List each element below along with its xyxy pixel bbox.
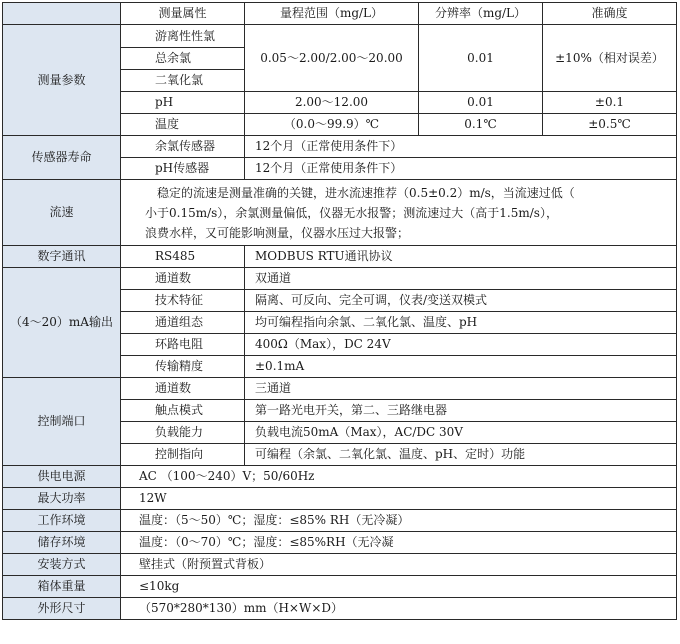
storage-env-value: 温度：（0～70）℃；湿度：≤85%RH（无冷凝 <box>121 532 677 554</box>
sensor-life-value: 12个月（正常使用条件下） <box>245 136 677 158</box>
category-storage-env: 储存环境 <box>3 532 121 554</box>
flow-description <box>121 180 677 246</box>
control-value: 三通道 <box>245 378 677 400</box>
ph-range: 2.00～12.00 <box>245 92 419 114</box>
analog-value: 均可编程指向余氯、二氧化氯、温度、pH <box>245 312 677 334</box>
flow-line: 稳定的流速是测量准确的关键，进水流速推荐（0.5±0.2）m/s，当流速过低（ <box>157 185 575 200</box>
category-work-env: 工作环境 <box>3 510 121 532</box>
category-power-supply: 供电电源 <box>3 466 121 488</box>
analog-name: 传输精度 <box>121 356 245 378</box>
flow-line: 浪费水样，又可能影响测量，仪器水压过大报警； <box>145 225 410 240</box>
table-row <box>3 378 677 400</box>
table-row <box>3 136 677 158</box>
ph-resolution: 0.01 <box>419 92 543 114</box>
header-blank <box>3 3 121 25</box>
chlorine-accuracy: ±10%（相对误差） <box>543 25 677 92</box>
category-weight: 箱体重量 <box>3 576 121 598</box>
control-value: 负载电流50mA（Max），AC/DC 30V <box>245 422 677 444</box>
max-power-value: 12W <box>121 488 677 510</box>
table-row <box>3 576 677 598</box>
category-sensor-life: 传感器寿命 <box>3 136 121 180</box>
spec-table <box>2 2 677 620</box>
category-max-power: 最大功率 <box>3 488 121 510</box>
control-name: 触点模式 <box>121 400 245 422</box>
flow-line: 小于0.15m/s），余氯测量偏低，仪器无水报警；测流速过大（高于1.5m/s）， <box>145 205 558 220</box>
header-accuracy: 准确度 <box>543 3 677 25</box>
analog-name: 通道组态 <box>121 312 245 334</box>
table-row <box>3 510 677 532</box>
dimensions-value: （570*280*130）mm（H×W×D） <box>121 598 677 620</box>
analog-name: 环路电阻 <box>121 334 245 356</box>
item-chlorine-dioxide: 二氧化氯 <box>121 70 245 92</box>
table-row <box>3 488 677 510</box>
comm-name: RS485 <box>121 246 245 268</box>
table-row <box>3 554 677 576</box>
weight-value: ≤10kg <box>121 576 677 598</box>
work-env-value: 温度：（5～50）℃；湿度：≤85% RH（无冷凝） <box>121 510 677 532</box>
table-row <box>3 532 677 554</box>
item-free-chlorine: 游离性性氯 <box>121 25 245 48</box>
table-row <box>3 598 677 620</box>
table-row <box>3 180 677 246</box>
analog-value: ±0.1mA <box>245 356 677 378</box>
category-flow: 流速 <box>3 180 121 246</box>
table-row <box>3 268 677 290</box>
control-value: 可编程（余氯、二氧化氯、温度、pH、定时）功能 <box>245 444 677 466</box>
analog-name: 技术特征 <box>121 290 245 312</box>
header-row <box>3 3 677 25</box>
category-analog-output: （4～20）mA输出 <box>3 268 121 378</box>
category-measurement: 测量参数 <box>3 25 121 136</box>
category-dimensions: 外形尺寸 <box>3 598 121 620</box>
control-name: 通道数 <box>121 378 245 400</box>
sensor-name: 余氯传感器 <box>121 136 245 158</box>
installation-value: 壁挂式（附预置式背板） <box>121 554 677 576</box>
temp-resolution: 0.1℃ <box>419 114 543 136</box>
analog-value: 400Ω（Max），DC 24V <box>245 334 677 356</box>
analog-name: 通道数 <box>121 268 245 290</box>
category-installation: 安装方式 <box>3 554 121 576</box>
control-name: 负载能力 <box>121 422 245 444</box>
chlorine-range: 0.05～2.00/2.00～20.00 <box>245 25 419 92</box>
analog-value: 隔离、可反向、完全可调，仪表/变送双模式 <box>245 290 677 312</box>
power-supply-value: AC （100～240）V；50/60Hz <box>121 466 677 488</box>
header-range: 量程范围（mg/L） <box>245 3 419 25</box>
item-ph: pH <box>121 92 245 114</box>
temp-range: （0.0～99.9）℃ <box>245 114 419 136</box>
item-total-chlorine: 总余氯 <box>121 48 245 70</box>
ph-accuracy: ±0.1 <box>543 92 677 114</box>
chlorine-resolution: 0.01 <box>419 25 543 92</box>
table-row <box>3 25 677 48</box>
item-temperature: 温度 <box>121 114 245 136</box>
table-row <box>3 246 677 268</box>
control-value: 第一路光电开关，第二、三路继电器 <box>245 400 677 422</box>
control-name: 控制指向 <box>121 444 245 466</box>
category-control-port: 控制端口 <box>3 378 121 466</box>
sensor-name: pH传感器 <box>121 158 245 180</box>
category-comm: 数字通讯 <box>3 246 121 268</box>
analog-value: 双通道 <box>245 268 677 290</box>
table-row <box>3 466 677 488</box>
header-attr: 测量属性 <box>121 3 245 25</box>
temp-accuracy: ±0.5℃ <box>543 114 677 136</box>
comm-value: MODBUS RTU通讯协议 <box>245 246 677 268</box>
sensor-life-value: 12个月（正常使用条件下） <box>245 158 677 180</box>
header-resolution: 分辨率（mg/L） <box>419 3 543 25</box>
